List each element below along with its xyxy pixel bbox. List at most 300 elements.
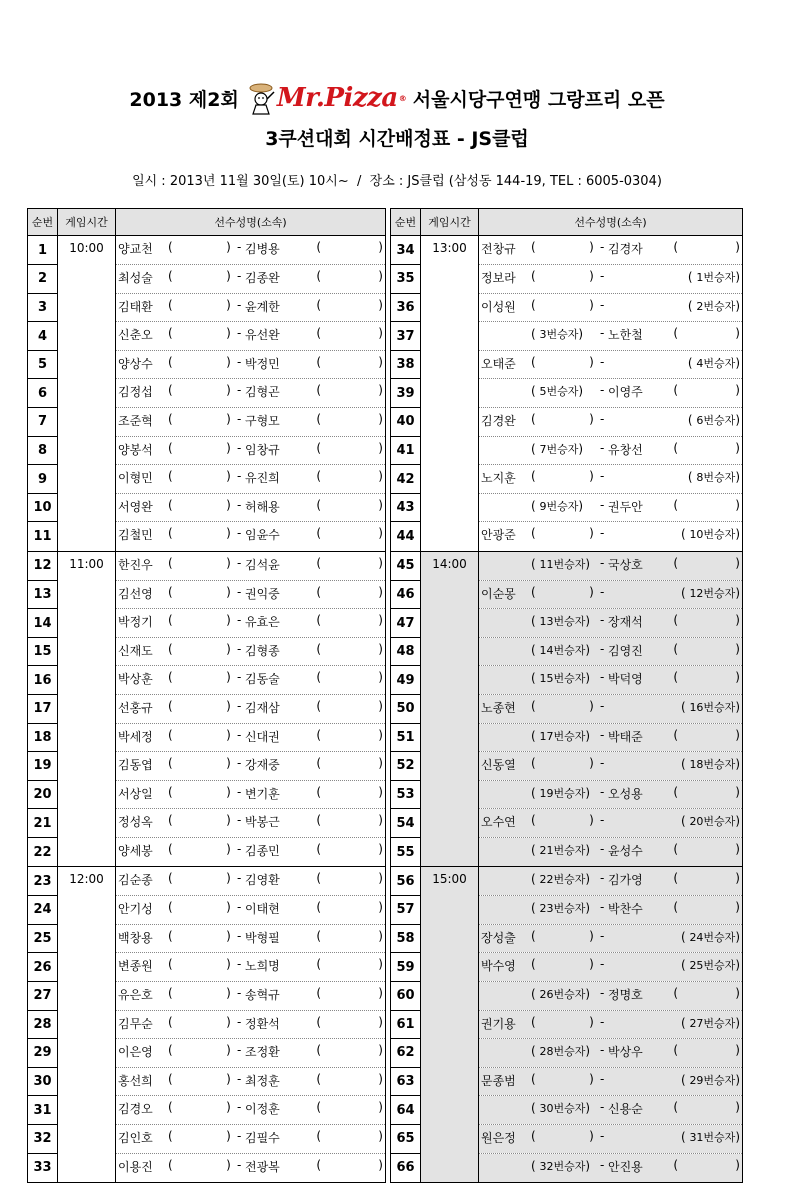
player-two: 노한철 <box>608 328 643 343</box>
game-number: 52 <box>391 752 421 781</box>
paren-close: ( 31번승자) <box>680 1129 740 1144</box>
table-row <box>391 924 743 953</box>
players-cell <box>479 637 743 666</box>
paren-close: ( ) <box>316 1071 383 1086</box>
winner-tag: 8번승자 <box>696 471 736 485</box>
player-two: 유창선 <box>608 442 643 457</box>
players-cell <box>116 837 386 866</box>
player-two: 윤계한 <box>245 299 280 314</box>
player-two: 김종민 <box>245 843 280 858</box>
dash: - <box>237 412 242 427</box>
player-one: 양봉석 <box>118 442 153 457</box>
game-number: 58 <box>391 924 421 953</box>
paren-open: ( 11번승자) <box>531 556 591 571</box>
game-time <box>421 265 479 294</box>
players-cell <box>479 695 743 724</box>
paren-close: ( ) <box>316 584 383 599</box>
players-cell <box>116 408 386 437</box>
paren-open: ( 32번승자) <box>531 1158 591 1173</box>
winner-tag: 3번승자 <box>539 328 579 342</box>
paren-open: ( ) <box>168 985 231 1000</box>
paren-close: ( ) <box>316 928 383 943</box>
players-cell <box>479 436 743 465</box>
paren-close: ( ) <box>316 871 383 886</box>
winner-tag: 14번승자 <box>539 643 586 657</box>
game-number: 1 <box>28 236 58 265</box>
player-two: 이정훈 <box>245 1102 280 1117</box>
table-row <box>28 723 386 752</box>
game-number: 46 <box>391 580 421 609</box>
game-number: 62 <box>391 1039 421 1068</box>
schedule-table-left <box>27 208 386 1183</box>
player-one: 김철민 <box>118 528 153 543</box>
paren-open: ( 26번승자) <box>531 986 591 1001</box>
player-one: 김경오 <box>118 1102 153 1117</box>
dash: - <box>237 641 242 656</box>
players-cell <box>116 551 386 580</box>
dash: - <box>600 756 605 771</box>
dash: - <box>600 354 605 369</box>
table-row <box>28 436 386 465</box>
paren-close: ( ) <box>316 784 383 799</box>
title-right: 서울시당구연맹 그랑프리 오픈 <box>412 88 665 111</box>
paren-close: ( ) <box>316 813 383 828</box>
game-time <box>58 522 116 551</box>
dash: - <box>600 670 605 685</box>
paren-close: ( ) <box>316 613 383 628</box>
players-cell <box>479 493 743 522</box>
dash: - <box>600 297 605 312</box>
game-number: 48 <box>391 637 421 666</box>
table-row <box>391 350 743 379</box>
paren-close: ( ) <box>673 670 740 685</box>
players-cell <box>116 809 386 838</box>
paren-open: ( ) <box>168 957 231 972</box>
game-time <box>58 780 116 809</box>
player-two: 국상호 <box>608 557 643 572</box>
paren-open: ( ) <box>168 326 231 341</box>
table-row <box>28 1153 386 1182</box>
player-two: 신대권 <box>245 729 280 744</box>
game-number: 26 <box>28 953 58 982</box>
game-time <box>421 837 479 866</box>
game-number: 5 <box>28 350 58 379</box>
table-row <box>391 1096 743 1125</box>
paren-close: ( ) <box>316 641 383 656</box>
paren-open: ( ) <box>168 469 231 484</box>
paren-close: ( ) <box>316 1043 383 1058</box>
paren-close: ( 25번승자) <box>680 958 740 973</box>
paren-open: ( ) <box>168 699 231 713</box>
game-number: 65 <box>391 1124 421 1153</box>
dash: - <box>600 555 605 570</box>
game-number: 7 <box>28 408 58 437</box>
paren-open: ( 23번승자) <box>531 901 591 916</box>
players-cell <box>479 1124 743 1153</box>
player-two: 박형필 <box>245 930 280 945</box>
paren-close: ( ) <box>673 727 740 742</box>
dash: - <box>600 440 605 455</box>
player-two: 허해용 <box>245 499 280 514</box>
player-two: 박태준 <box>608 729 643 744</box>
header-num: 순번 <box>28 209 58 236</box>
players-cell <box>479 723 743 752</box>
paren-close: ( ) <box>316 841 383 856</box>
table-row <box>28 837 386 866</box>
game-time <box>421 695 479 724</box>
game-number: 21 <box>28 809 58 838</box>
game-time: 14:00 <box>421 551 479 580</box>
dash: - <box>237 813 242 828</box>
game-time <box>58 953 116 982</box>
paren-open: ( ) <box>531 269 594 284</box>
player-two: 정명호 <box>608 987 643 1002</box>
dash: - <box>237 784 242 799</box>
paren-open: ( 13번승자) <box>531 614 591 629</box>
winner-tag: 26번승자 <box>539 987 586 1001</box>
players-cell <box>116 522 386 551</box>
game-time: 15:00 <box>421 867 479 896</box>
game-time <box>421 1067 479 1096</box>
table-row <box>28 896 386 925</box>
table-row <box>28 408 386 437</box>
paren-close: ( ) <box>316 383 383 398</box>
dash: - <box>600 383 605 398</box>
game-number: 8 <box>28 436 58 465</box>
player-two: 노희명 <box>245 959 280 974</box>
game-number: 40 <box>391 408 421 437</box>
dash: - <box>600 699 605 713</box>
table-row <box>28 1124 386 1153</box>
players-cell <box>479 265 743 294</box>
player-two: 김병용 <box>245 242 280 256</box>
player-one: 양교천 <box>118 242 153 256</box>
game-time <box>58 666 116 695</box>
table-row <box>391 322 743 351</box>
game-number: 63 <box>391 1067 421 1096</box>
game-number: 4 <box>28 322 58 351</box>
winner-tag: 17번승자 <box>539 729 586 743</box>
player-two: 오성용 <box>608 786 643 801</box>
dash: - <box>237 1043 242 1058</box>
game-time <box>58 609 116 638</box>
winner-tag: 19번승자 <box>539 786 586 800</box>
paren-open: ( ) <box>168 412 231 427</box>
players-cell <box>116 322 386 351</box>
dash: - <box>237 985 242 1000</box>
players-cell <box>116 350 386 379</box>
dash: - <box>600 871 605 886</box>
player-one: 문종범 <box>481 1073 516 1088</box>
table-row <box>391 637 743 666</box>
winner-tag: 7번승자 <box>539 442 579 456</box>
table-row <box>28 265 386 294</box>
dash: - <box>237 469 242 484</box>
players-cell <box>116 1039 386 1068</box>
paren-open: ( ) <box>168 1128 231 1143</box>
game-time <box>58 896 116 925</box>
player-two: 신용순 <box>608 1102 643 1117</box>
players-cell <box>116 379 386 408</box>
document-title <box>0 78 794 118</box>
player-two: 유진희 <box>245 471 280 486</box>
paren-open: ( ) <box>531 297 594 312</box>
winner-tag: 1번승자 <box>696 271 736 285</box>
paren-open: ( ) <box>168 670 231 685</box>
players-cell <box>116 953 386 982</box>
paren-close: ( ) <box>673 900 740 915</box>
dash: - <box>600 326 605 341</box>
player-two: 유선완 <box>245 328 280 343</box>
player-one: 최성술 <box>118 271 153 286</box>
winner-tag: 9번승자 <box>539 499 579 513</box>
winner-tag: 27번승자 <box>689 1016 736 1030</box>
game-time <box>58 1153 116 1182</box>
game-number: 54 <box>391 809 421 838</box>
players-cell <box>479 752 743 781</box>
paren-open: ( ) <box>168 1157 231 1172</box>
player-two: 김종완 <box>245 271 280 286</box>
game-time <box>421 493 479 522</box>
game-number: 47 <box>391 609 421 638</box>
player-two: 최정훈 <box>245 1073 280 1088</box>
game-number: 6 <box>28 379 58 408</box>
table-row <box>391 809 743 838</box>
game-time <box>58 1067 116 1096</box>
paren-open: ( ) <box>531 526 594 541</box>
paren-open: ( 5번승자) <box>531 384 584 399</box>
dash: - <box>600 928 605 943</box>
table-row <box>28 1096 386 1125</box>
paren-close: ( 10번승자) <box>680 527 740 542</box>
table-row <box>391 1067 743 1096</box>
paren-close: ( ) <box>316 526 383 541</box>
player-one: 전창규 <box>481 242 516 256</box>
game-time <box>421 609 479 638</box>
paren-open: ( ) <box>168 354 231 369</box>
game-number: 57 <box>391 896 421 925</box>
player-one: 노지훈 <box>481 471 516 486</box>
game-number: 23 <box>28 867 58 896</box>
header-players: 선수성명(소속) <box>116 209 386 236</box>
mr-pizza-logo <box>247 81 407 115</box>
game-time <box>58 924 116 953</box>
table-row <box>391 666 743 695</box>
winner-tag: 22번승자 <box>539 873 586 887</box>
game-number: 10 <box>28 493 58 522</box>
game-time <box>421 666 479 695</box>
table-row <box>28 551 386 580</box>
player-two: 장재석 <box>608 615 643 630</box>
players-cell <box>116 236 386 265</box>
player-one: 김인호 <box>118 1130 153 1145</box>
winner-tag: 11번승자 <box>539 557 586 571</box>
game-time: 13:00 <box>421 236 479 265</box>
game-number: 19 <box>28 752 58 781</box>
paren-open: ( ) <box>531 813 594 828</box>
players-cell <box>116 752 386 781</box>
paren-close: ( ) <box>316 985 383 1000</box>
winner-tag: 20번승자 <box>689 815 736 829</box>
paren-open: ( ) <box>168 841 231 856</box>
player-one: 안광준 <box>481 528 516 543</box>
paren-open: ( ) <box>168 813 231 828</box>
winner-tag: 10번승자 <box>689 528 736 542</box>
player-one: 박상훈 <box>118 672 153 687</box>
players-cell <box>479 293 743 322</box>
game-time <box>421 293 479 322</box>
game-time <box>58 265 116 294</box>
players-cell <box>116 896 386 925</box>
dash: - <box>600 727 605 742</box>
winner-tag: 13번승자 <box>539 615 586 629</box>
dash: - <box>600 1014 605 1029</box>
player-one: 서영완 <box>118 499 153 514</box>
game-number: 27 <box>28 981 58 1010</box>
table-row <box>28 293 386 322</box>
paren-close: ( ) <box>316 326 383 341</box>
table-row <box>391 780 743 809</box>
game-time <box>421 953 479 982</box>
winner-tag: 6번승자 <box>696 414 736 428</box>
event-info: 일시 : 2013년 11월 30일(토) 10시~ / 장소 : JS클럽 (삼성동 144-19, TEL : 6005-0304) <box>132 174 662 189</box>
header-time: 게임시간 <box>421 209 479 236</box>
paren-open: ( 28번승자) <box>531 1044 591 1059</box>
paren-close: ( ) <box>673 555 740 570</box>
paren-open: ( ) <box>531 756 594 771</box>
table-row <box>28 379 386 408</box>
table-row <box>28 953 386 982</box>
winner-tag: 4번승자 <box>696 356 736 370</box>
dash: - <box>237 240 242 254</box>
table-row <box>391 896 743 925</box>
paren-open: ( ) <box>168 383 231 398</box>
player-two: 박덕영 <box>608 672 643 687</box>
paren-open: ( 14번승자) <box>531 642 591 657</box>
player-one: 홍선희 <box>118 1073 153 1088</box>
paren-open: ( ) <box>531 1071 594 1086</box>
player-one: 오수연 <box>481 815 516 830</box>
table-row <box>28 867 386 896</box>
table-row <box>391 1039 743 1068</box>
paren-open: ( ) <box>531 928 594 943</box>
paren-open: ( ) <box>168 555 231 570</box>
paren-open: ( ) <box>531 584 594 599</box>
paren-close: ( 12번승자) <box>680 585 740 600</box>
player-two: 변기훈 <box>245 786 280 801</box>
player-one: 양상수 <box>118 356 153 371</box>
dash: - <box>600 900 605 915</box>
players-cell <box>116 493 386 522</box>
game-number: 12 <box>28 551 58 580</box>
dash: - <box>237 269 242 284</box>
paren-close: ( ) <box>673 784 740 799</box>
player-two: 김석윤 <box>245 557 280 572</box>
dash: - <box>600 412 605 427</box>
table-row <box>28 981 386 1010</box>
players-cell <box>116 1067 386 1096</box>
paren-close: ( 4번승자) <box>687 355 740 370</box>
player-two: 박찬수 <box>608 902 643 917</box>
table-row <box>28 1067 386 1096</box>
game-time <box>421 780 479 809</box>
paren-close: ( ) <box>316 555 383 570</box>
game-time <box>421 1010 479 1039</box>
game-number: 2 <box>28 265 58 294</box>
players-cell <box>479 580 743 609</box>
paren-close: ( 18번승자) <box>680 757 740 772</box>
table-row <box>391 408 743 437</box>
game-number: 20 <box>28 780 58 809</box>
dash: - <box>600 1043 605 1058</box>
paren-open: ( ) <box>531 354 594 369</box>
players-cell <box>116 867 386 896</box>
game-time <box>421 408 479 437</box>
winner-tag: 31번승자 <box>689 1130 736 1144</box>
paren-open: ( 15번승자) <box>531 671 591 686</box>
table-row <box>391 837 743 866</box>
game-number: 55 <box>391 837 421 866</box>
dash: - <box>600 526 605 541</box>
dash: - <box>600 1071 605 1086</box>
paren-close: ( ) <box>673 841 740 856</box>
game-number: 43 <box>391 493 421 522</box>
game-time <box>58 350 116 379</box>
players-cell <box>116 1096 386 1125</box>
players-cell <box>116 1153 386 1182</box>
game-number: 32 <box>28 1124 58 1153</box>
game-time <box>58 1039 116 1068</box>
dash: - <box>600 813 605 828</box>
game-number: 61 <box>391 1010 421 1039</box>
paren-close: ( ) <box>316 727 383 742</box>
player-one: 선홍규 <box>118 701 153 715</box>
player-two: 임윤수 <box>245 528 280 543</box>
game-number: 60 <box>391 981 421 1010</box>
game-number: 50 <box>391 695 421 724</box>
game-time <box>58 637 116 666</box>
player-two: 박상우 <box>608 1045 643 1060</box>
table-row <box>28 236 386 265</box>
dash: - <box>237 1100 242 1115</box>
dash: - <box>237 1071 242 1086</box>
players-cell <box>479 350 743 379</box>
player-one: 양세봉 <box>118 843 153 858</box>
game-time <box>58 436 116 465</box>
paren-close: ( ) <box>316 269 383 284</box>
table-row <box>28 609 386 638</box>
paren-close: ( ) <box>316 354 383 369</box>
game-time <box>421 1124 479 1153</box>
player-two: 조정환 <box>245 1045 280 1060</box>
players-cell <box>116 436 386 465</box>
paren-close: ( 20번승자) <box>680 814 740 829</box>
game-number: 13 <box>28 580 58 609</box>
paren-open: ( ) <box>168 1071 231 1086</box>
table-row <box>28 809 386 838</box>
player-one: 유은호 <box>118 987 153 1002</box>
game-number: 41 <box>391 436 421 465</box>
game-time: 11:00 <box>58 551 116 580</box>
player-one: 김태환 <box>118 299 153 314</box>
players-cell <box>479 837 743 866</box>
table-row <box>391 953 743 982</box>
player-two: 김영진 <box>608 643 643 658</box>
player-one: 김무순 <box>118 1016 153 1031</box>
dash: - <box>237 1014 242 1029</box>
dash: - <box>237 354 242 369</box>
dash: - <box>237 497 242 512</box>
